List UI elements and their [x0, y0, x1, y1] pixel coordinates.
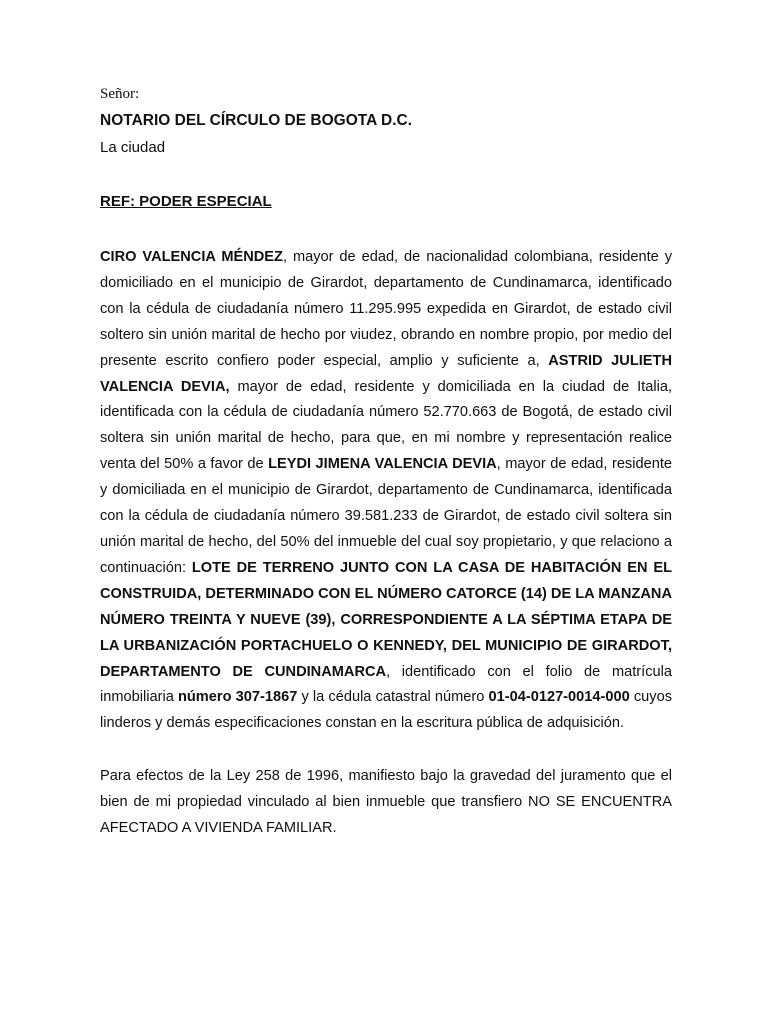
paragraph-text: , identificado con el folio de matrícula inmobiliaria: [100, 663, 672, 706]
paragraph-text: mayor de edad, residente y domiciliada en la ciudad de Italia, identificada con la cédula de ciudadanía número 52.770.663 de Bogotá, de estado civil soltera sin unión marital de hecho, para que, en mi nombre y representación realice venta del 50% a favor de: [100, 378, 672, 473]
attorney-name: ASTRID JULIETH VALENCIA DEVIA,: [100, 352, 672, 395]
addressee-city: La ciudad: [100, 139, 166, 156]
body-paragraph-1: [100, 245, 672, 737]
cadastral-number: 01-04-0127-0014-000: [488, 689, 630, 706]
paragraph-text: , mayor de edad, residente y domiciliada en el municipio de Girardot, departamento de Cundinamarca, identificada con la cédula de ciudadanía número 39.581.233 de Girardot, de estado civil soltera sin unión marital de hecho, del 50% del inmueble del cual soy propietario, y que relaciono a continuación:: [100, 456, 672, 576]
salutation: Señor:: [100, 86, 140, 102]
paragraph-text: y la cédula catastral número: [297, 689, 489, 706]
grantor-name: CIRO VALENCIA MÉNDEZ: [100, 249, 283, 265]
property-description: LOTE DE TERRENO JUNTO CON LA CASA DE HABITACIÓN EN EL CONSTRUIDA, DETERMINADO CON EL NÚMERO CATORCE (14) DE LA MANZANA NÚMERO TREINTA Y NUEVE (39), CORRESPONDIENTE A LA SÉPTIMA ETAPA DE LA URBANIZACIÓN PORTACHUELO O KENNEDY, DEL MUNICIPIO DE GIRARDOT, DEPARTAMENTO DE CUNDINAMARCA: [100, 559, 672, 680]
paragraph-text: cuyos linderos y demás especificaciones constan en la escritura pública de adquisición.: [100, 689, 672, 732]
paragraph-text: , mayor de edad, de nacionalidad colombiana, residente y domiciliado en el municipio de Girardot, departamento de Cundinamarca, identificado con la cédula de ciudadanía número 11.295.995 expedida en Girardot, de estado civil soltero sin unión marital de hecho por viudez, obrando en nombre propio, por medio del presente escrito confiero poder especial, amplio y suficiente a,: [100, 249, 672, 369]
registration-number: número 307-1867: [177, 689, 298, 706]
buyer-name: LEYDI JIMENA VALENCIA DEVIA: [268, 456, 497, 473]
reference-line: REF: PODER ESPECIAL: [100, 193, 272, 210]
body-paragraph-2: Para efectos de la Ley 258 de 1996, manifiesto bajo la gravedad del juramento que el bien de mi propiedad vinculado al bien inmueble que transfiero NO SE ENCUENTRA AFECTADO A VIVIENDA FAMILIAR.: [100, 768, 672, 836]
addressee: NOTARIO DEL CÍRCULO DE BOGOTA D.C.: [100, 112, 413, 129]
